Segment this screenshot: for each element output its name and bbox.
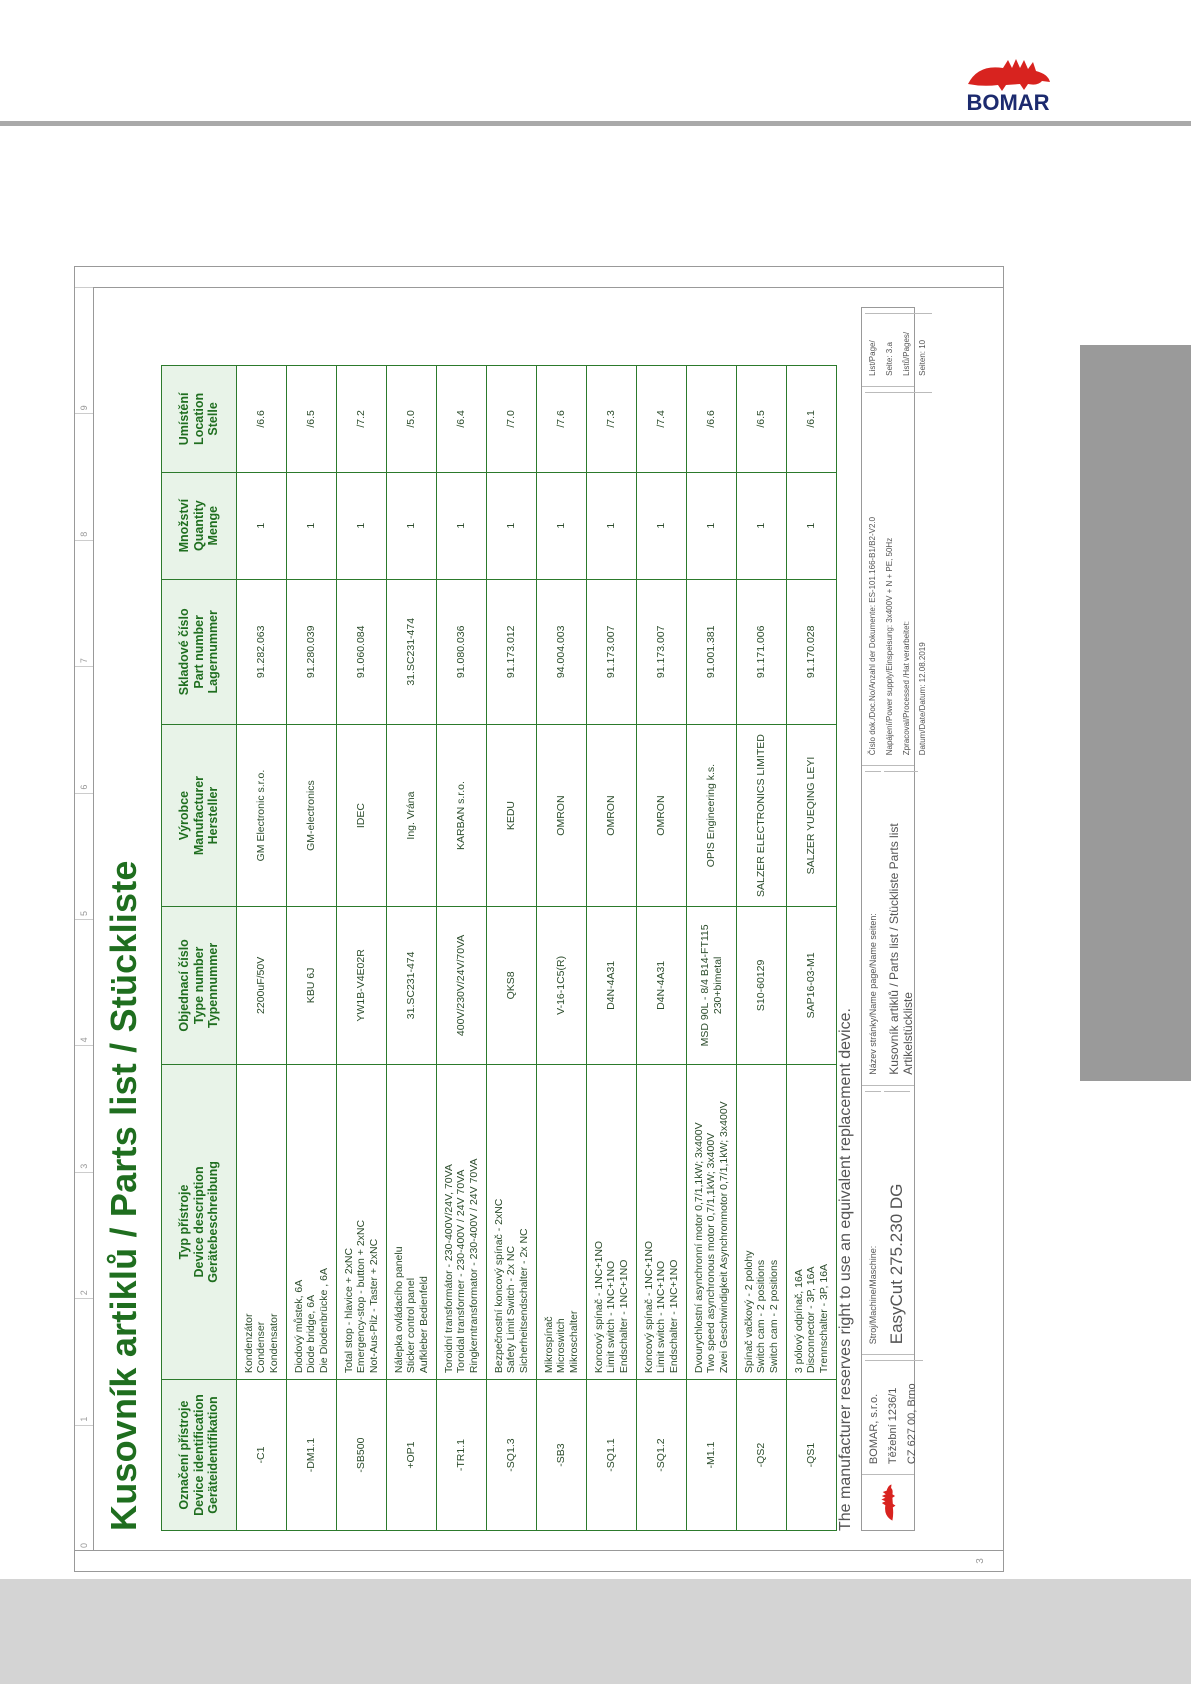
quantity-cell: 1 — [637, 472, 687, 579]
location-cell: /7.2 — [337, 366, 387, 473]
footer-doc-info — [862, 386, 928, 765]
column-header-line: Manufacturer — [191, 775, 206, 856]
ruler-mark: 4 — [75, 919, 93, 1045]
column-header-line: Type number — [191, 946, 206, 1025]
manufacturer-cell: OPIS Engineering k.s. — [687, 725, 737, 907]
column-header — [162, 579, 237, 725]
device-description-cell — [537, 1064, 587, 1379]
title-block — [861, 307, 928, 1531]
column-header-line: Umístění — [177, 392, 192, 446]
device-description-cell — [437, 1064, 487, 1379]
location-cell: /7.3 — [587, 366, 637, 473]
device-id-cell: -SB3 — [537, 1380, 587, 1531]
location-cell: /6.5 — [737, 366, 787, 473]
device-description-cell — [737, 1064, 787, 1379]
list-line: Seite: 3.a — [882, 313, 899, 381]
sheet-title: Kusovník artiklů / Parts list / Stückliste — [103, 860, 144, 1531]
doc-line: Datum/Date/Datum: 12.08.2019 — [915, 392, 932, 760]
ruler-mark: 2 — [75, 1172, 93, 1298]
side-tab — [1080, 345, 1191, 1081]
footer-page-count — [862, 308, 928, 386]
device-id-cell: -TR1.1 — [437, 1380, 487, 1531]
description-line: Zwei Geschwindigkeit Asynchronmotor 0,7/1,1kW; 3x400V — [717, 1101, 730, 1374]
column-header-line: Hersteller — [206, 786, 221, 845]
description-line: Emergency-stop - button + 2xNC — [355, 1219, 368, 1374]
ruler-mark: 9 — [75, 287, 93, 413]
description-line: Diodový můstek, 6A — [292, 1279, 305, 1374]
description-line: Aufkleber Bedienfeld — [417, 1276, 430, 1374]
description-line: Kondenzátor — [242, 1313, 255, 1374]
logo-text: BOMAR — [966, 90, 1050, 115]
list-line: Listů/Pages/ — [899, 313, 916, 381]
dinosaur-icon — [875, 1481, 901, 1525]
column-header-line: Stelle — [206, 402, 221, 436]
part-number-cell: 91.282.063 — [237, 579, 287, 725]
table-body — [237, 366, 837, 1531]
part-number-cell: 91.173.007 — [587, 579, 637, 725]
table-row — [637, 366, 687, 1531]
location-cell: /6.1 — [787, 366, 837, 473]
description-line: Toroidní transformátor - 230-400V/24V, 70VA — [442, 1164, 455, 1374]
type-number-cell: 2200uF/50V — [237, 907, 287, 1065]
table-row — [587, 366, 637, 1531]
description-line: Safety Limit Switch - 2x NC — [505, 1245, 518, 1374]
part-number-cell: 91.171.006 — [737, 579, 787, 725]
location-cell: /6.6 — [237, 366, 287, 473]
device-description-cell — [687, 1064, 737, 1379]
description-line: Kondensator — [267, 1313, 280, 1374]
column-header-line: Part number — [191, 614, 206, 689]
parts-list-sheet — [74, 266, 1004, 1572]
description-line: Endschalter - 1NC+1NO — [667, 1259, 680, 1374]
location-cell: /7.0 — [487, 366, 537, 473]
type-number-cell: YW1B-V4E02R — [337, 907, 387, 1065]
column-header-line: Geräteidentifikation — [206, 1396, 221, 1514]
location-cell: /6.4 — [437, 366, 487, 473]
device-description-cell — [387, 1064, 437, 1379]
description-line: Endschalter - 1NC+1NO — [617, 1259, 630, 1374]
column-header-line: Typennummer — [206, 942, 221, 1028]
manufacturer-cell: IDEC — [337, 725, 387, 907]
description-line: Bezpečnostní koncový spínač - 2xNC — [492, 1198, 505, 1374]
device-description-cell — [787, 1064, 837, 1379]
column-header-line: Výrobce — [177, 790, 192, 841]
type-number-cell: D4N-4A31 — [637, 907, 687, 1065]
manufacturer-cell: GM-electronics — [287, 725, 337, 907]
table-row — [287, 366, 337, 1531]
device-id-cell: -SB500 — [337, 1380, 387, 1531]
table-row — [387, 366, 437, 1531]
part-number-cell: 91.170.028 — [787, 579, 837, 725]
device-description-cell — [637, 1064, 687, 1379]
quantity-cell: 1 — [337, 472, 387, 579]
quantity-cell: 1 — [587, 472, 637, 579]
manufacturer-cell: SALZER YUEQING LEYI — [787, 725, 837, 907]
column-ruler — [75, 287, 94, 1551]
ruler-mark: 7 — [75, 540, 93, 666]
replacement-notice: The manufacturer reserves right to use an equivalent replacement device. — [837, 1008, 854, 1531]
quantity-cell: 1 — [387, 472, 437, 579]
description-line: Trennschalter - 3P, 16A — [817, 1263, 830, 1374]
description-line: Switch cam - 2 positions — [755, 1259, 768, 1374]
ruler-mark: 5 — [75, 793, 93, 919]
machine-label: Stroj/Machine/Maschine: — [865, 1091, 881, 1350]
column-header-line: Množství — [177, 498, 192, 553]
description-line: Sticker control panel — [405, 1277, 418, 1374]
description-line: Dvourychlostní asynchronní motor 0,7/1,1kW; 3x400V — [692, 1122, 705, 1374]
description-line: Mikroschalter — [567, 1310, 580, 1374]
device-description-cell — [237, 1064, 287, 1379]
table-row — [787, 366, 837, 1531]
part-number-cell: 91.173.012 — [487, 579, 537, 725]
column-header-line: Location — [191, 392, 206, 445]
table-row — [737, 366, 787, 1531]
description-line: Spínač vačkový - 2 polohy — [742, 1250, 755, 1374]
description-line: Sicherheitsendschalter - 2x NC — [517, 1228, 530, 1374]
device-id-cell: -QS2 — [737, 1380, 787, 1531]
ruler-mark: 8 — [75, 413, 93, 539]
list-line: List/Page/ — [865, 313, 882, 381]
description-line: Koncový spínač - 1NC+1NO — [642, 1240, 655, 1374]
manufacturer-cell: OMRON — [537, 725, 587, 907]
description-line: Diode bridge, 6A — [305, 1294, 318, 1374]
right-margin — [75, 267, 1003, 288]
column-header-line: Device identification — [191, 1394, 206, 1516]
description-line: Nálepka ovládacího panelu — [392, 1246, 405, 1374]
description-line: Limit switch - 1NC+1NO — [605, 1260, 618, 1374]
ruler-mark: 3 — [75, 1045, 93, 1171]
company-city: CZ 627 00, Brno — [903, 1360, 922, 1469]
description-line: Toroidal transformer - 230-400V / 24V 70VA — [455, 1169, 468, 1374]
location-cell: /7.6 — [537, 366, 587, 473]
column-header — [162, 1380, 237, 1531]
column-header-line: Quantity — [191, 500, 206, 551]
quantity-cell: 1 — [537, 472, 587, 579]
device-description-cell — [337, 1064, 387, 1379]
footer-company — [862, 1354, 919, 1474]
list-line: Seiten: 10 — [915, 313, 932, 381]
type-number-cell: S10-60129 — [737, 907, 787, 1065]
page-name-label: Název stránky/Name page/Name seiten: — [865, 771, 881, 1079]
column-header-line: Gerätebeschreibung — [206, 1161, 221, 1283]
device-id-cell: -SQ1.3 — [487, 1380, 537, 1531]
description-line: 3 pólový odpínač, 16A — [792, 1269, 805, 1374]
column-header-line: Menge — [206, 505, 221, 546]
location-cell: /5.0 — [387, 366, 437, 473]
table-header-row — [162, 366, 237, 1531]
footer-logo — [862, 1474, 914, 1530]
column-header-line: Objednací číslo — [177, 939, 192, 1032]
description-line: Two speed asynchronous motor 0,7/1,1kW; 3x400V — [705, 1132, 718, 1374]
column-header — [162, 1064, 237, 1379]
quantity-cell: 1 — [487, 472, 537, 579]
footer-page-name — [862, 765, 914, 1084]
device-id-cell: -SQ1.1 — [587, 1380, 637, 1531]
description-line: Microswitch — [555, 1318, 568, 1374]
part-number-cell: 91.080.036 — [437, 579, 487, 725]
footer-band — [0, 1579, 1191, 1684]
location-cell: /7.4 — [637, 366, 687, 473]
column-header-line: Lagernummer — [206, 610, 221, 694]
quantity-cell: 1 — [437, 472, 487, 579]
description-line: Condenser — [255, 1321, 268, 1374]
description-line: Total stop - hlavice + 2xNC — [342, 1247, 355, 1374]
column-header-line: Skladové číslo — [177, 608, 192, 696]
device-description-cell — [487, 1064, 537, 1379]
machine-name: EasyCut 275.230 DG — [884, 1091, 910, 1350]
quantity-cell: 1 — [737, 472, 787, 579]
quantity-cell: 1 — [287, 472, 337, 579]
quantity-cell: 1 — [687, 472, 737, 579]
manufacturer-cell: SALZER ELECTRONICS LIMITED — [737, 725, 787, 907]
part-number-cell: 31.SC231-474 — [387, 579, 437, 725]
column-header — [162, 472, 237, 579]
table-row — [487, 366, 537, 1531]
manufacturer-cell: KEDU — [487, 725, 537, 907]
footer-machine — [862, 1085, 914, 1355]
description-line: Ringkerntransformator - 230-400V / 24V 70VA — [467, 1158, 480, 1374]
column-header — [162, 366, 237, 473]
doc-line: Číslo dok./Doc.No/Anzahl der Dokumente: ES-101.166-B1/B2-V2.0 — [865, 392, 882, 760]
location-cell: /6.5 — [287, 366, 337, 473]
type-number-cell: D4N-4A31 — [587, 907, 637, 1065]
description-line: Not-Aus-Pilz - Taster + 2xNC — [367, 1238, 380, 1374]
description-line: Mikrospínač — [542, 1316, 555, 1374]
description-line: Switch cam - 2 positions — [767, 1259, 780, 1374]
device-description-cell — [287, 1064, 337, 1379]
device-id-cell: -QS1 — [787, 1380, 837, 1531]
table-row — [337, 366, 387, 1531]
company-street: Těžební 1236/1 — [884, 1360, 903, 1469]
sheet-container — [74, 266, 1004, 1572]
column-header — [162, 907, 237, 1065]
type-number-cell: V-16-1C5(R) — [537, 907, 587, 1065]
doc-line: Napájení/Power supply/Einspeisung: 3x400V + N + PE, 50Hz — [882, 392, 899, 760]
dinosaur-icon — [958, 54, 1058, 94]
part-number-cell: 94.004.003 — [537, 579, 587, 725]
type-number-cell: 400V/230V/24V/70VA — [437, 907, 487, 1065]
header-rule — [0, 121, 1191, 126]
table-row — [237, 366, 287, 1531]
table-row — [687, 366, 737, 1531]
device-description-cell — [587, 1064, 637, 1379]
part-number-cell: 91.280.039 — [287, 579, 337, 725]
quantity-cell: 1 — [787, 472, 837, 579]
type-number-cell: 31.SC231-474 — [387, 907, 437, 1065]
description-line: Koncový spínač - 1NC+1NO — [592, 1240, 605, 1374]
doc-line: Zpracoval/Processed /Hat verarbeitet: — [899, 392, 916, 760]
device-id-cell: -DM1.1 — [287, 1380, 337, 1531]
parts-table — [161, 365, 837, 1531]
part-number-cell: 91.001.381 — [687, 579, 737, 725]
ruler-mark: 0 — [75, 1425, 93, 1551]
manufacturer-cell: GM Electronic s.r.o. — [237, 725, 287, 907]
quantity-cell: 1 — [237, 472, 287, 579]
type-number-cell: MSD 90L - 8/4 B14-FT115 230+bimetal — [687, 907, 737, 1065]
column-header — [162, 725, 237, 907]
manufacturer-cell: Ing. Vrána — [387, 725, 437, 907]
ruler-mark: 1 — [75, 1298, 93, 1424]
device-id-cell: -M1.1 — [687, 1380, 737, 1531]
column-header-line: Označení přístroje — [177, 1400, 192, 1510]
description-line: Die Diodenbrücke , 6A — [317, 1268, 330, 1374]
description-line: Limit switch - 1NC+1NO — [655, 1260, 668, 1374]
company-name: BOMAR, s.r.o. — [865, 1360, 884, 1469]
part-number-cell: 91.060.084 — [337, 579, 387, 725]
ruler-mark: 6 — [75, 666, 93, 792]
page-corner: 3 — [975, 1558, 986, 1564]
part-number-cell: 91.173.007 — [637, 579, 687, 725]
column-header-line: Typ přístroje — [177, 1184, 192, 1260]
left-margin — [75, 1550, 1003, 1571]
table-row — [537, 366, 587, 1531]
manufacturer-cell: KARBAN s.r.o. — [437, 725, 487, 907]
device-id-cell: -C1 — [237, 1380, 287, 1531]
type-number-cell: SAP16-03-M1 — [787, 907, 837, 1065]
device-id-cell: +OP1 — [387, 1380, 437, 1531]
bomar-logo — [958, 54, 1058, 114]
page-name-value: Kusovník artiklů / Parts list / Stückliste Parts list Artikelstückliste — [884, 771, 918, 1079]
type-number-cell: QKS8 — [487, 907, 537, 1065]
device-id-cell: -SQ1.2 — [637, 1380, 687, 1531]
manufacturer-cell: OMRON — [637, 725, 687, 907]
description-line: Disconnector - 3P, 16A — [805, 1266, 818, 1374]
table-row — [437, 366, 487, 1531]
location-cell: /6.6 — [687, 366, 737, 473]
column-header-line: Device description — [191, 1166, 206, 1278]
type-number-cell: KBU 6J — [287, 907, 337, 1065]
manufacturer-cell: OMRON — [587, 725, 637, 907]
